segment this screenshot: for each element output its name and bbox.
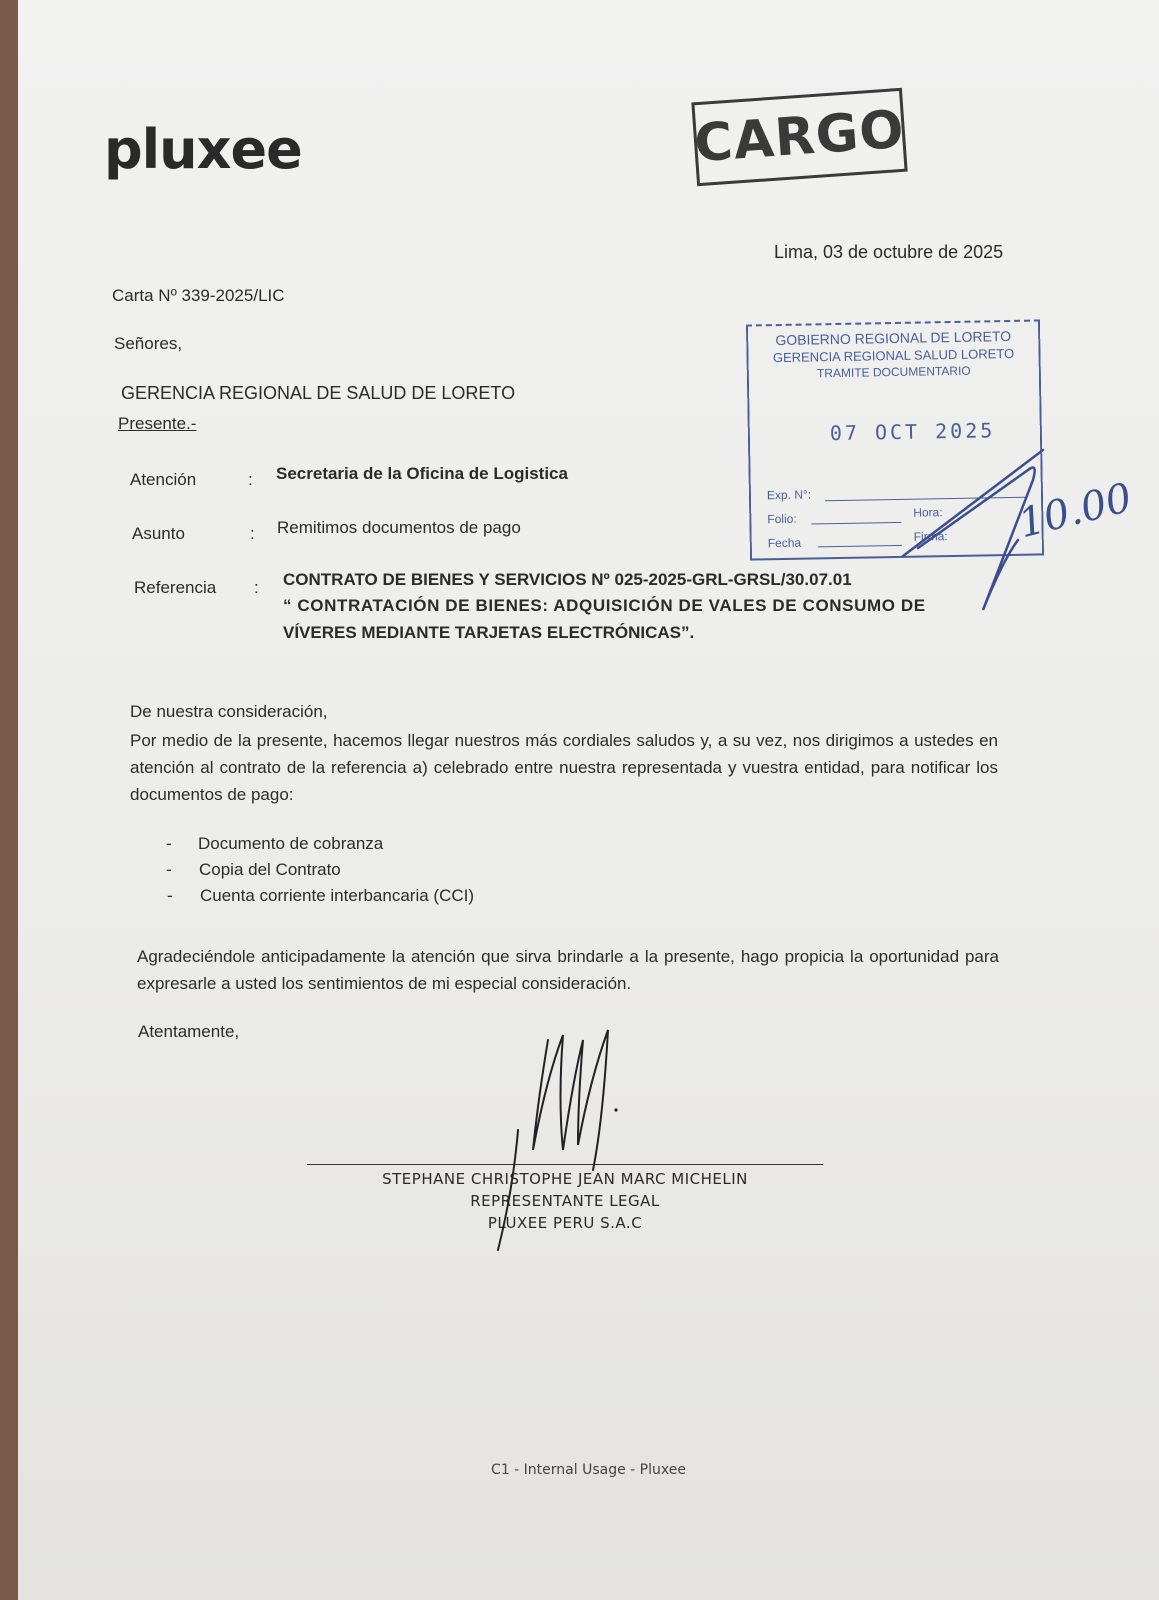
list-item: Cuenta corriente interbancaria (CCI) xyxy=(200,886,475,905)
attention-label: Atención xyxy=(130,470,197,489)
subject-value: Remitimos documentos de pago xyxy=(277,518,521,537)
signatory-role: REPRESENTANTE LEGAL xyxy=(470,1192,660,1210)
subject-label: Asunto xyxy=(132,524,185,543)
stamp-line-3: TRAMITE DOCUMENTARIO xyxy=(816,363,971,381)
letter-number: Carta Nº 339-2025/LIC xyxy=(112,286,285,305)
body-paragraph: Por medio de la presente, hacemos llegar nuestros más cordiales saludos y, a su vez, nos dirigimos a ustedes en atención al contrato de la referencia a) celebrado entre nuestra representada y vuestra entidad, para notificar los documentos de pago: xyxy=(130,731,998,804)
signature-line xyxy=(307,1164,823,1165)
signature-dot xyxy=(614,1108,617,1111)
stamp-hora-label: Hora: xyxy=(913,505,943,520)
stamp-firma-label: Firma: xyxy=(913,529,948,544)
handwritten-time: 10.00 xyxy=(1014,474,1137,548)
stamp-fecha-line xyxy=(818,545,902,547)
list-item: Copia del Contrato xyxy=(199,860,341,879)
stamp-line-1: GOBIERNO REGIONAL DE LORETO xyxy=(775,327,1012,349)
list-bullet: - xyxy=(166,834,172,853)
reference-line-2: “ CONTRATACIÓN DE BIENES: ADQUISICIÓN DE VALES DE CONSUMO DE xyxy=(283,596,926,615)
stamp-date: 07 OCT 2025 xyxy=(829,418,996,446)
reception-stamp xyxy=(746,319,1044,560)
reference-line-3: VÍVERES MEDIANTE TARJETAS ELECTRÓNICAS”. xyxy=(283,623,695,642)
stamp-exp-line xyxy=(825,497,1025,501)
closing-paragraph: Agradeciéndole anticipadamente la atención que sirva brindarle a la presente, hago propicia la oportunidad para expresarle a usted los sentimientos de mi especial consideración. xyxy=(137,947,999,993)
letter-page xyxy=(18,0,1159,1600)
signatory-block xyxy=(307,1168,823,1234)
reference-line-1: CONTRATO DE BIENES Y SERVICIOS Nº 025-2025-GRL-GRSL/30.07.01 xyxy=(283,570,852,589)
stamp-fecha-label: Fecha xyxy=(767,535,802,551)
sign-off: Atentamente, xyxy=(138,1022,240,1041)
reference-label: Referencia xyxy=(134,578,217,597)
stamp-folio-line xyxy=(811,522,901,525)
presente: Presente.- xyxy=(118,414,197,433)
pluxee-logo: pluxee xyxy=(104,118,302,181)
list-bullet: - xyxy=(167,886,173,905)
attention-value: Secretaria de la Oficina de Logistica xyxy=(276,464,568,483)
greeting: De nuestra consideración, xyxy=(130,702,328,721)
place-date: Lima, 03 de octubre de 2025 xyxy=(774,242,1004,262)
list-bullet: - xyxy=(166,860,172,879)
subject-colon: : xyxy=(250,524,255,543)
signatory-company: PLUXEE PERU S.A.C xyxy=(487,1214,643,1232)
salutation: Señores, xyxy=(114,334,183,353)
footer: C1 - Internal Usage - Pluxee xyxy=(491,1462,686,1478)
signatory-name: STEPHANE CHRISTOPHE JEAN MARC MICHELIN xyxy=(382,1170,748,1188)
recipient: GERENCIA REGIONAL DE SALUD DE LORETO xyxy=(121,383,516,403)
cargo-stamp: CARGO xyxy=(691,88,907,187)
reference-colon: : xyxy=(254,578,259,597)
list-item: Documento de cobranza xyxy=(198,834,384,853)
stamp-exp-label: Exp. N°: xyxy=(766,487,812,503)
attention-colon: : xyxy=(248,470,253,489)
stamp-folio-label: Folio: xyxy=(767,511,797,527)
stamp-line-2: GERENCIA REGIONAL SALUD LORETO xyxy=(772,345,1015,366)
